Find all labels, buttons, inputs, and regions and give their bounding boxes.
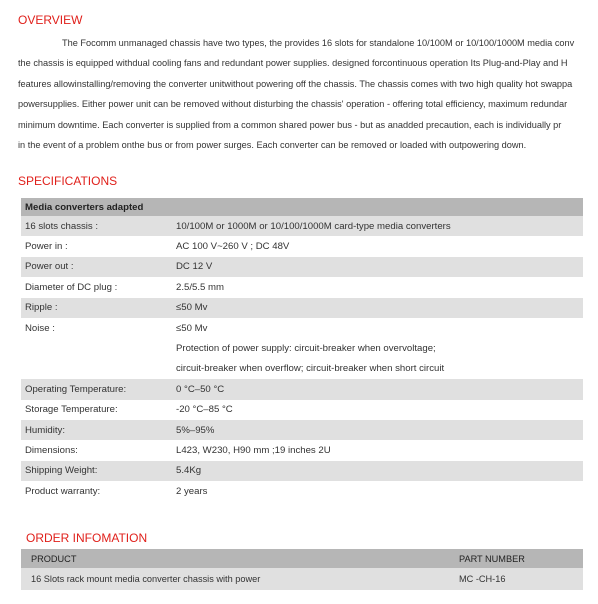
spec-value: ≤50 Mv [170,298,583,318]
spec-row [21,236,583,256]
order-table-header [21,549,583,568]
spec-row [21,400,583,420]
spec-label: Diameter of DC plug : [25,281,118,293]
spec-value: 5%–95% [170,420,583,440]
order-table [21,549,583,590]
spec-label [21,359,170,379]
spec-value: 2 years [176,485,208,497]
spec-row [21,298,583,318]
spec-value: 2.5/5.5 mm [176,281,224,293]
specifications-heading: SPECIFICATIONS [18,174,118,188]
overview-line: in the event of a problem onthe bus or from power surges. Each converter can be removed or loaded with outpowering down. [18,139,527,150]
order-row [21,568,583,590]
spec-header-label: Media converters adapted [21,198,583,216]
spec-label [21,338,170,358]
order-part-number: MC -CH-16 [451,568,583,590]
spec-row [21,481,583,501]
spec-row [21,318,583,338]
spec-label: 16 slots chassis : [21,216,170,236]
spec-label: Dimensions: [25,444,78,456]
spec-row [21,440,583,460]
spec-value: DC 12 V [170,257,583,277]
spec-row [21,420,583,440]
order-col-product: PRODUCT [21,549,451,568]
spec-label: Storage Temperature: [25,404,118,416]
specifications-table [21,198,583,501]
order-col-part-number: PART NUMBER [451,549,583,568]
spec-value: 5.4Kg [170,461,583,481]
spec-value: ≤50 Mv [176,322,208,334]
overview-line: The Focomm unmanaged chassis have two types, the provides 16 slots for standalone 10/100M or 10/100/1000M media conv [62,38,575,48]
spec-label: Product warranty: [25,485,101,497]
spec-label: Operating Temperature: [21,379,170,399]
spec-value: L423, W230, H90 mm ;19 inches 2U [176,444,331,456]
order-product: 16 Slots rack mount media converter chassis with power [21,568,451,590]
overview-line: features allowinstalling/removing the converter unitwithout powering off the chassis. The chassis comes with two high quality hot swappa [18,78,573,89]
spec-label: Ripple : [21,298,170,318]
spec-label: Noise : [25,322,55,334]
spec-row [21,257,583,277]
spec-row [21,359,583,379]
spec-row [21,461,583,481]
spec-value: Protection of power supply: circuit-breaker when overvoltage; [176,343,436,355]
overview-paragraph [18,33,598,155]
spec-value: circuit-breaker when overflow; circuit-breaker when short circuit [176,363,445,375]
spec-row [21,277,583,297]
overview-heading: OVERVIEW [18,13,83,27]
spec-value: AC 100 V~260 V ; DC 48V [176,241,290,253]
spec-table-header [21,198,583,216]
spec-label: Humidity: [21,420,170,440]
spec-row [21,379,583,399]
overview-line: the chassis is equipped withdual cooling fans and redundant power supplies. designed forcontinuous operation Its Plug-and-Play and H [18,58,568,69]
spec-value: 10/100M or 1000M or 10/100/1000M card-type media converters [170,216,583,236]
spec-row [21,338,583,358]
spec-value: -20 °C–85 °C [176,404,233,416]
spec-label: Power out : [21,257,170,277]
spec-row [21,216,583,236]
order-heading: ORDER INFOMATION [26,531,148,545]
spec-label: Shipping Weight: [21,461,170,481]
spec-label: Power in : [25,241,68,253]
overview-line: minimum downtime. Each converter is supplied from a common shared power bus - but as anadded precaution, each is individually pr [18,119,562,130]
spec-value: 0 °C–50 °C [170,379,583,399]
overview-line: powersupplies. Either power unit can be removed without disturbing the chassis' operation - offering total efficiency, maximum redundar [18,99,568,110]
